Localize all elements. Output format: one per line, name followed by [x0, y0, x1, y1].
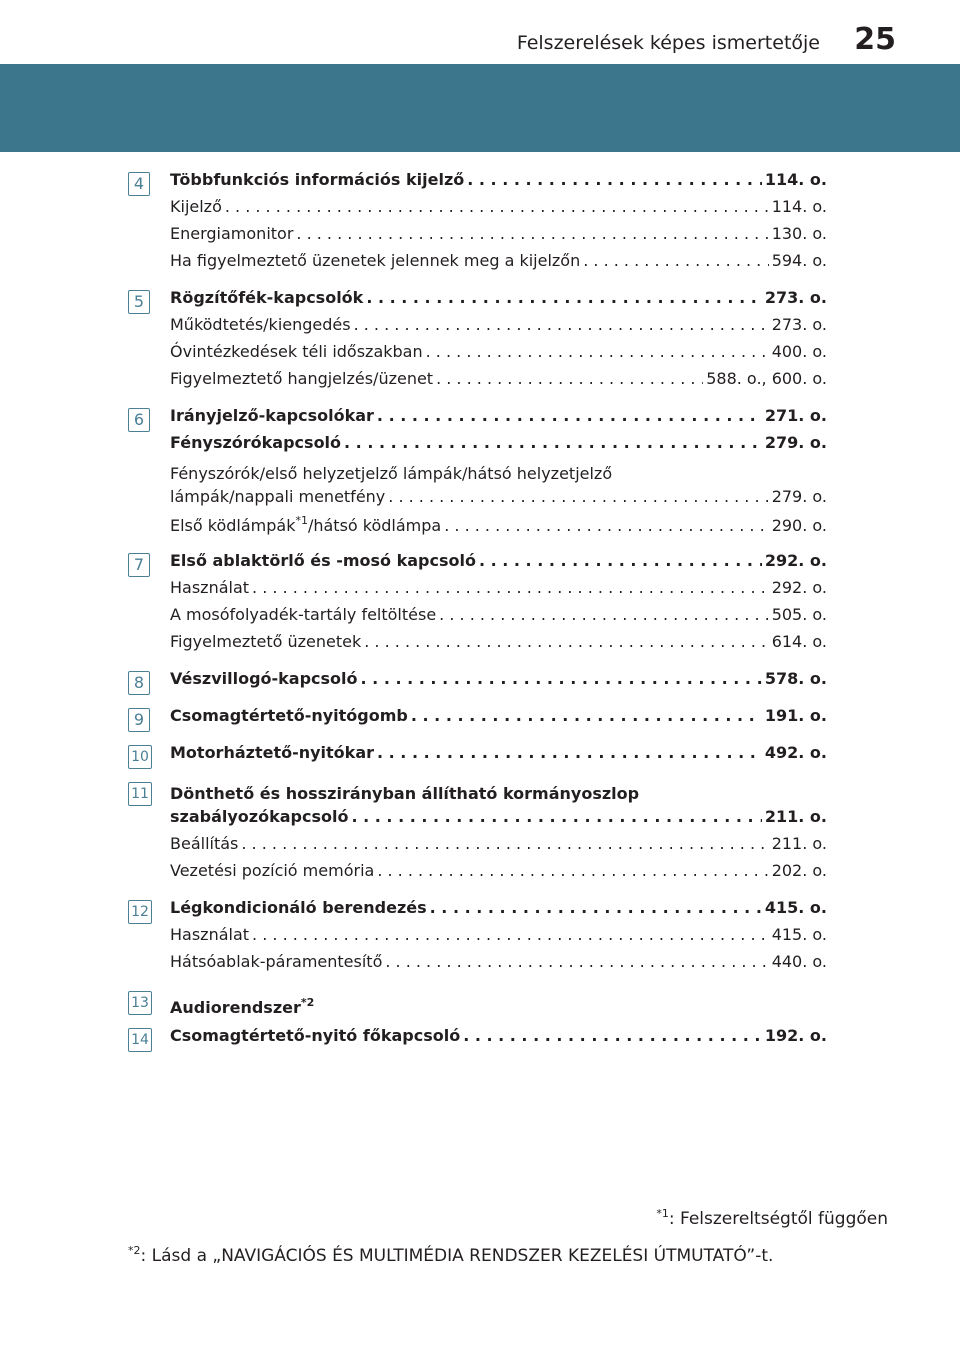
- dot-leader: [364, 632, 768, 651]
- index-entry-sub: [170, 861, 827, 888]
- index-entry-main: [170, 433, 827, 460]
- index-entry-main: [170, 170, 827, 197]
- page-reference: 400. o.: [771, 342, 827, 361]
- dot-leader: [467, 170, 762, 189]
- page-reference: 279. o.: [771, 487, 827, 506]
- callout-number-badge: 4: [128, 172, 150, 196]
- dot-leader: [426, 342, 769, 361]
- page-number: 25: [854, 22, 896, 57]
- entry-label: Hátsóablak-páramentesítő: [170, 952, 383, 971]
- page-header-title: Felszerelések képes ismertetője: [516, 32, 820, 54]
- index-section: [130, 1026, 827, 1053]
- entry-label: Energiamonitor: [170, 224, 294, 243]
- index-section: [130, 706, 827, 733]
- page-reference: 191. o.: [764, 706, 827, 725]
- index-entry-sub: [170, 197, 827, 224]
- index-entry-main: [170, 288, 827, 315]
- index-entry-sub: [170, 578, 827, 605]
- page-reference: 114. o.: [764, 170, 827, 189]
- page-reference: 271. o.: [764, 406, 827, 425]
- entry-label: Figyelmeztető hangjelzés/üzenet: [170, 369, 434, 388]
- page-reference: 594. o.: [771, 251, 827, 270]
- dot-leader: [436, 369, 703, 388]
- index-section: [130, 989, 827, 1016]
- index-section: [130, 898, 827, 979]
- index-entry-text: Dönthető és hosszirányban állítható kormányoszlop: [170, 784, 640, 803]
- footnote-2: $^{*2}$: Lásd a „NAVIGÁCIÓS ÉS MULTIMÉDIA RENDSZER KEZELÉSI ÚTMUTATÓ”-t.: [128, 1244, 774, 1266]
- dot-leader: [225, 197, 769, 216]
- page-reference: 292. o.: [764, 551, 827, 570]
- entry-label: Használat: [170, 925, 250, 944]
- callout-number-badge: 6: [128, 408, 150, 432]
- dot-leader: [479, 551, 762, 570]
- index-section: [130, 288, 827, 396]
- entry-label: Első ködlámpák$^{*1}$/hátsó ködlámpa: [170, 514, 442, 535]
- entry-label: Vészvillogó-kapcsoló: [170, 669, 358, 688]
- index-entry-main: [170, 1026, 827, 1053]
- index-entry-sub: [170, 925, 827, 952]
- dot-leader: [430, 898, 762, 917]
- entry-label: Beállítás: [170, 834, 239, 853]
- entry-label: Ha figyelmeztető üzenetek jelennek meg a kijelzőn: [170, 251, 581, 270]
- index-entry-text: Fényszórók/első helyzetjelző lámpák/hátsó helyzetjelző: [170, 464, 613, 483]
- index-entry-sub: [170, 632, 827, 659]
- dot-leader: [463, 1026, 762, 1045]
- index-section: [130, 551, 827, 659]
- index-entry-text: Audiorendszer$^{*2}$: [170, 996, 315, 1017]
- dot-leader: [411, 706, 762, 725]
- page-reference: 279. o.: [764, 433, 827, 452]
- index-entry-sub: [170, 251, 827, 278]
- entry-label: lámpák/nappali menetfény: [170, 487, 386, 506]
- entry-label: Vezetési pozíció memória: [170, 861, 375, 880]
- index-entry-sub: [170, 487, 827, 514]
- dot-leader: [354, 315, 769, 334]
- entry-label: Óvintézkedések téli időszakban: [170, 342, 423, 361]
- index-section: [130, 780, 827, 888]
- page-reference: 290. o.: [771, 516, 827, 535]
- dot-leader: [344, 433, 762, 452]
- entry-label: szabályozókapcsoló: [170, 807, 349, 826]
- index-section: [130, 406, 827, 541]
- index-entry-main: [170, 706, 827, 733]
- index-section: [130, 743, 827, 770]
- dot-leader: [583, 251, 768, 270]
- index-entry-main: [170, 669, 827, 696]
- page-reference: 415. o.: [764, 898, 827, 917]
- entry-label: Használat: [170, 578, 250, 597]
- index-entry-sub: [170, 514, 827, 541]
- entry-label: Csomagtértető-nyitó főkapcsoló: [170, 1026, 461, 1045]
- dot-leader: [377, 743, 762, 762]
- index-entry-sub: [170, 342, 827, 369]
- index-section: [130, 669, 827, 696]
- page-reference: 211. o.: [771, 834, 827, 853]
- dot-leader: [444, 516, 768, 535]
- page-header: [0, 0, 960, 64]
- dot-leader: [252, 925, 769, 944]
- page-reference: 505. o.: [771, 605, 827, 624]
- entry-label: Légkondicionáló berendezés: [170, 898, 427, 917]
- dot-leader: [252, 578, 769, 597]
- callout-number-badge: 9: [128, 708, 150, 732]
- entry-label: Első ablaktörlő és -mosó kapcsoló: [170, 551, 476, 570]
- dot-leader: [439, 605, 769, 624]
- callout-number-badge: 8: [128, 671, 150, 695]
- entry-label: A mosófolyadék-tartály feltöltése: [170, 605, 437, 624]
- page-reference: 114. o.: [771, 197, 827, 216]
- index-entry-sub: [170, 834, 827, 861]
- dot-leader: [361, 669, 762, 688]
- callout-number-badge: 7: [128, 553, 150, 577]
- index-entry-main: [170, 898, 827, 925]
- callout-number-badge: 10: [128, 745, 152, 769]
- page-reference: 273. o.: [771, 315, 827, 334]
- index-entry-main: [170, 551, 827, 578]
- entry-label: Többfunkciós információs kijelző: [170, 170, 465, 189]
- page-reference: 492. o.: [764, 743, 827, 762]
- dot-leader: [351, 807, 761, 826]
- index-entry-sub: [170, 224, 827, 251]
- equipment-index: [130, 170, 827, 1063]
- page-reference: 578. o.: [764, 669, 827, 688]
- page-reference: 415. o.: [771, 925, 827, 944]
- page-reference: 614. o.: [771, 632, 827, 651]
- entry-label: Kijelző: [170, 197, 222, 216]
- index-entry-sub: [170, 605, 827, 632]
- page-reference: 130. o.: [771, 224, 827, 243]
- index-entry-sub: [170, 315, 827, 342]
- page-reference: 588. o., 600. o.: [706, 369, 827, 388]
- dot-leader: [241, 834, 768, 853]
- page-reference: 292. o.: [771, 578, 827, 597]
- index-entry-sub: [170, 952, 827, 979]
- dot-leader: [388, 487, 768, 506]
- page-reference: 192. o.: [764, 1026, 827, 1045]
- callout-number-badge: 13: [128, 991, 152, 1015]
- header-banner: [0, 64, 960, 152]
- entry-label: Irányjelző-kapcsolókar: [170, 406, 374, 425]
- entry-label: Motorháztető-nyitókar: [170, 743, 374, 762]
- entry-label: Rögzítőfék-kapcsolók: [170, 288, 364, 307]
- callout-number-badge: 11: [128, 782, 152, 806]
- entry-label: Figyelmeztető üzenetek: [170, 632, 362, 651]
- page-reference: 211. o.: [764, 807, 827, 826]
- dot-leader: [296, 224, 768, 243]
- index-entry-main: [170, 807, 827, 834]
- dot-leader: [377, 861, 768, 880]
- page-reference: 440. o.: [771, 952, 827, 971]
- entry-label: Fényszórókapcsoló: [170, 433, 342, 452]
- callout-number-badge: 14: [128, 1028, 152, 1052]
- dot-leader: [385, 952, 768, 971]
- index-entry-main: [170, 406, 827, 433]
- page-reference: 202. o.: [771, 861, 827, 880]
- footnote-1: $^{*1}$: Felszereltségtől függően: [656, 1207, 888, 1229]
- callout-number-badge: 12: [128, 900, 152, 924]
- index-entry-main: [170, 743, 827, 770]
- callout-number-badge: 5: [128, 290, 150, 314]
- dot-leader: [366, 288, 762, 307]
- entry-label: Működtetés/kiengedés: [170, 315, 351, 334]
- index-section: [130, 170, 827, 278]
- entry-label: Csomagtértető-nyitógomb: [170, 706, 408, 725]
- dot-leader: [377, 406, 762, 425]
- page-reference: 273. o.: [764, 288, 827, 307]
- index-entry-sub: [170, 369, 827, 396]
